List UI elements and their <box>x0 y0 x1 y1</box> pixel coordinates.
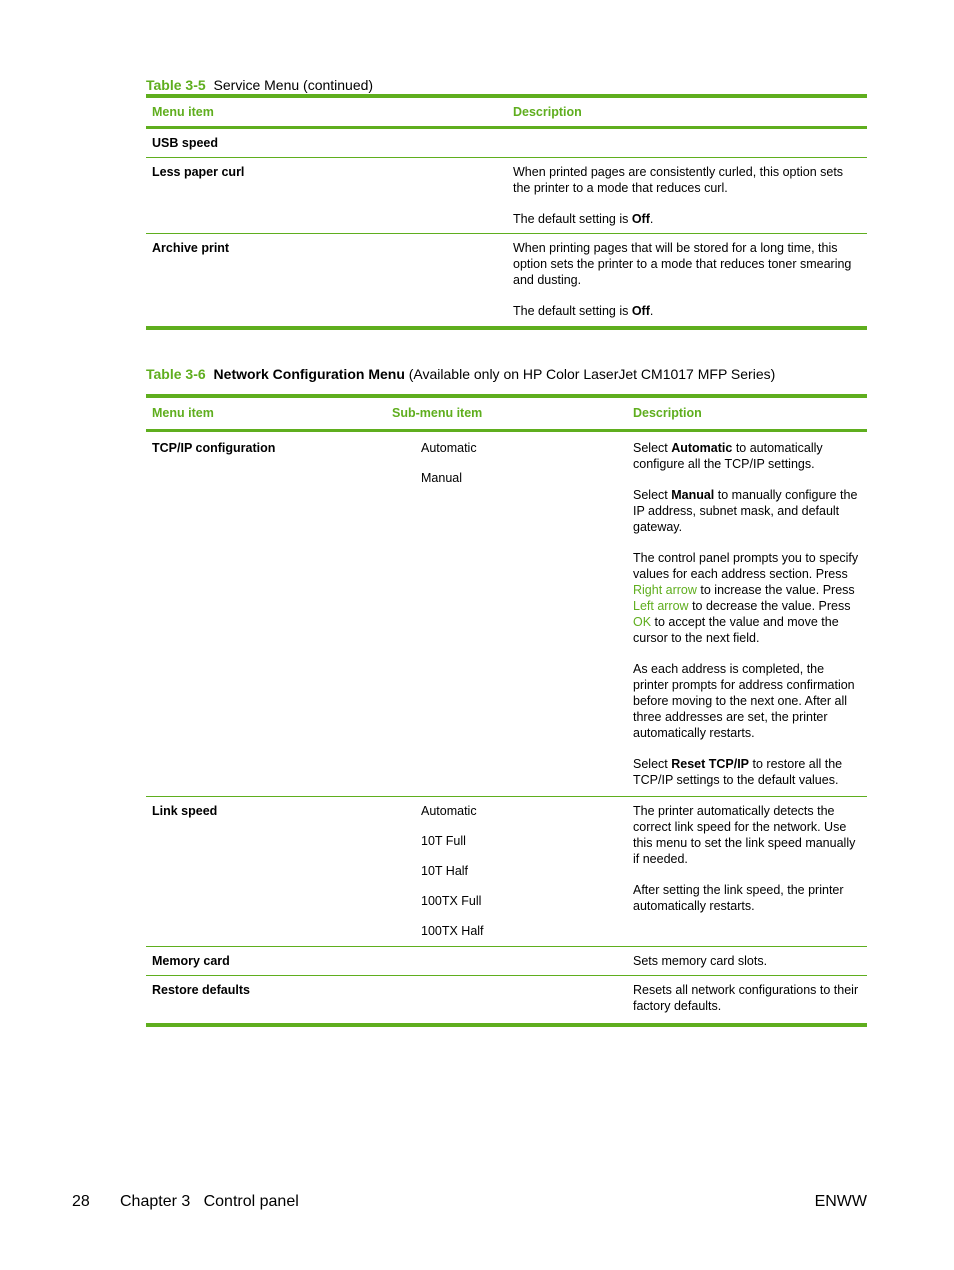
table-3-5-caption <box>146 76 373 94</box>
description-tcpip <box>627 430 867 796</box>
description-link-speed <box>627 796 867 946</box>
description-paragraph: The printer automatically detects the correct link speed for the network. Use this menu to set the link speed manually if needed. <box>633 803 856 866</box>
table-number: Table 3-6 <box>146 366 206 382</box>
description-paragraph: Select Automatic to automatically configure all the TCP/IP settings. <box>633 440 823 471</box>
table-row <box>146 128 867 158</box>
table-title-rest: (Available only on HP Color LaserJet CM1017 MFP Series) <box>404 366 776 382</box>
description-restore-defaults: Resets all network configurations to their factory defaults. <box>633 982 859 1013</box>
table-title-bold: Network Configuration Menu <box>213 366 405 382</box>
sub-menu-memory-card <box>386 946 627 975</box>
table-title: Service Menu (continued) <box>213 77 374 93</box>
service-menu-table <box>146 94 867 330</box>
sub-menu-link-speed <box>386 796 627 946</box>
description-less-paper-curl <box>507 158 867 234</box>
description-paragraph: Select Reset TCP/IP to restore all the TCP/IP settings to the default values. <box>633 756 843 787</box>
sub-menu-item: Automatic <box>421 440 477 455</box>
sub-menu-item: 10T Half <box>421 863 469 878</box>
sub-menu-item: Automatic <box>421 803 477 818</box>
table-row <box>146 796 867 946</box>
description-text: When printing pages that will be stored for a long time, this option sets the printer to a mode that reduces toner smearing and dusting. <box>513 241 852 287</box>
table-row <box>146 158 867 234</box>
sub-menu-tcpip <box>386 430 627 796</box>
table-row <box>146 946 867 975</box>
menu-item-restore-defaults: Restore defaults <box>152 982 250 997</box>
menu-item-usb-speed: USB speed <box>152 136 218 150</box>
table-number: Table 3-5 <box>146 77 206 93</box>
sub-menu-restore-defaults <box>386 975 627 1025</box>
right-arrow-link[interactable]: Right arrow <box>633 582 697 597</box>
sub-menu-item: 100TX Full <box>421 893 482 908</box>
table-row <box>146 234 867 329</box>
description-archive-print <box>507 234 867 329</box>
table-3-6-caption <box>146 365 775 383</box>
sub-menu-item: 100TX Half <box>421 923 484 938</box>
default-setting-text: The default setting is Off. <box>513 304 654 318</box>
header-description: Description <box>513 105 582 119</box>
sub-menu-item: 10T Full <box>421 833 466 848</box>
header-menu-item: Menu item <box>152 406 214 421</box>
description-usb-speed <box>507 128 867 158</box>
chapter-title: Chapter 3 Control panel <box>120 1193 299 1210</box>
description-paragraph: Select Manual to manually configure the IP address, subnet mask, and default gateway. <box>633 487 858 534</box>
description-paragraph: As each address is completed, the printer prompts for address confirmation before moving to the next one. After all three addresses are set, the printer automatically restarts. <box>633 661 855 740</box>
menu-item-memory-card: Memory card <box>152 953 230 968</box>
network-configuration-table <box>146 394 867 1027</box>
table-header-row <box>146 96 867 128</box>
header-sub-menu-item: Sub-menu item <box>392 406 483 421</box>
menu-item-less-paper-curl: Less paper curl <box>152 165 245 179</box>
table-header-row <box>146 396 867 430</box>
table-row <box>146 430 867 796</box>
ok-link[interactable]: OK <box>633 614 652 629</box>
menu-item-archive-print: Archive print <box>152 241 230 255</box>
description-paragraph: The control panel prompts you to specify values for each address section. Press Right arrow to increase the value. Press Left arrow to decrease the value. Press OK to accept the value and move the cursor to the next field. <box>633 550 859 645</box>
table-row <box>146 975 867 1025</box>
description-memory-card: Sets memory card slots. <box>633 953 768 968</box>
header-description: Description <box>633 406 702 421</box>
default-setting-text: The default setting is Off. <box>513 212 654 226</box>
sub-menu-item: Manual <box>421 470 462 485</box>
menu-item-tcpip-configuration: TCP/IP configuration <box>152 440 276 455</box>
document-code: ENWW <box>814 1193 867 1210</box>
header-menu-item: Menu item <box>152 105 214 119</box>
left-arrow-link[interactable]: Left arrow <box>633 598 689 613</box>
menu-item-link-speed: Link speed <box>152 803 218 818</box>
description-paragraph: After setting the link speed, the printer automatically restarts. <box>633 882 844 913</box>
page-number: 28 <box>72 1193 90 1210</box>
description-text: When printed pages are consistently curled, this option sets the printer to a mode that reduces curl. <box>513 165 844 195</box>
